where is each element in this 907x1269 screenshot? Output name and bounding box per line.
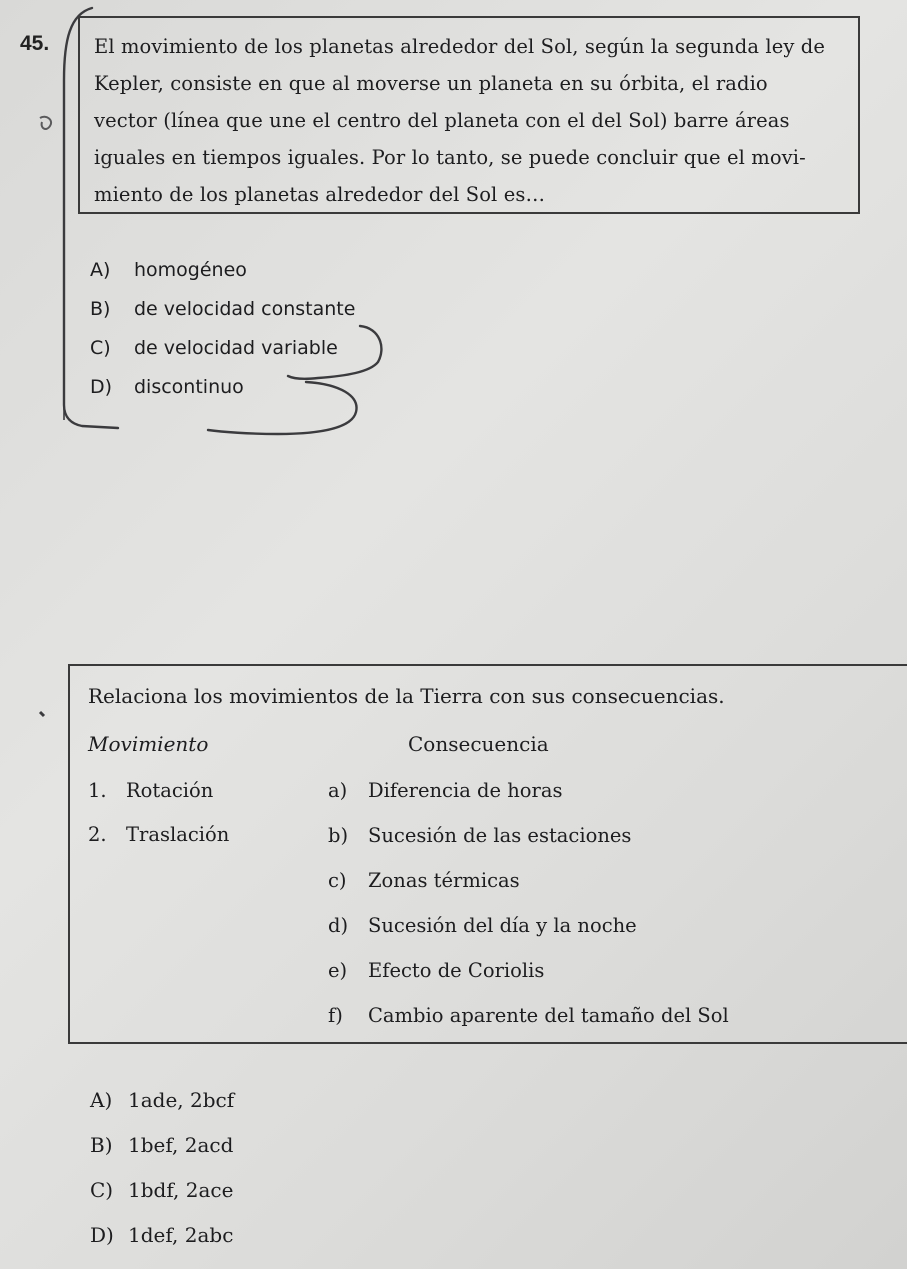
consequence-text: Efecto de Coriolis (368, 959, 545, 982)
consequence-letter: b) (328, 824, 349, 847)
question-line-3: vector (línea que une el centro del planeta con el del Sol) barre áreas (94, 109, 790, 132)
option-letter: A) (90, 1088, 113, 1112)
option-letter: B) (90, 1133, 113, 1157)
consequence-list (328, 774, 729, 1044)
consequence-text: Zonas térmicas (368, 869, 520, 892)
consequence-item (328, 864, 729, 909)
question-line-1: El movimiento de los planetas alrededor del Sol, según la segunda ley de (94, 35, 826, 58)
consequence-text: Sucesión del día y la noche (368, 914, 637, 937)
option-a[interactable] (90, 253, 355, 292)
consequence-letter: c) (328, 869, 347, 892)
option-text: 1bef, 2acd (128, 1133, 234, 1157)
matching-box (68, 664, 907, 1044)
option-letter: B) (90, 298, 111, 320)
question-line-2: Kepler, consiste en que al moverse un planeta en su órbita, el radio (94, 72, 768, 95)
question-box (78, 16, 860, 214)
header-movement: Movimiento (88, 732, 209, 756)
option-letter: C) (90, 1178, 114, 1202)
option-b[interactable] (90, 292, 355, 331)
movement-text: Rotación (126, 779, 214, 802)
option-c[interactable] (90, 331, 355, 370)
option-letter: A) (90, 259, 111, 281)
question-line-4: iguales en tiempos iguales. Por lo tanto, se puede concluir que el movi- (94, 146, 806, 169)
consequence-letter: d) (328, 914, 349, 937)
consequence-item (328, 819, 729, 864)
option-d[interactable] (90, 370, 355, 409)
option-text: discontinuo (134, 376, 244, 398)
option-text: 1ade, 2bcf (128, 1088, 235, 1112)
movement-text: Traslación (126, 823, 230, 846)
consequence-item (328, 954, 729, 999)
consequence-item (328, 999, 729, 1044)
movement-number: 2. (88, 823, 107, 846)
matching-option-c[interactable] (90, 1172, 234, 1217)
option-text: homogéneo (134, 259, 247, 281)
option-letter: D) (90, 1223, 114, 1247)
option-text: 1def, 2abc (128, 1223, 234, 1247)
header-consequence: Consecuencia (408, 732, 549, 756)
movement-number: 1. (88, 779, 107, 802)
movement-item (88, 818, 229, 862)
consequence-item (328, 774, 729, 819)
consequence-text: Cambio aparente del tamaño del Sol (368, 1004, 729, 1027)
matching-option-d[interactable] (90, 1217, 234, 1262)
option-text: de velocidad constante (134, 298, 356, 320)
question-options (90, 253, 355, 409)
consequence-letter: a) (328, 779, 348, 802)
question-line-5: miento de los planetas alrededor del Sol es… (94, 183, 546, 206)
consequence-letter: e) (328, 959, 348, 982)
matching-options (90, 1082, 234, 1262)
option-letter: D) (90, 376, 113, 398)
consequence-item (328, 909, 729, 954)
consequence-letter: f) (328, 1004, 343, 1027)
consequence-text: Sucesión de las estaciones (368, 824, 632, 847)
consequence-text: Diferencia de horas (368, 779, 563, 802)
movement-item (88, 774, 229, 818)
option-text: de velocidad variable (134, 337, 338, 359)
movement-list (88, 774, 229, 862)
option-text: 1bdf, 2ace (128, 1178, 234, 1202)
option-letter: C) (90, 337, 111, 359)
matching-title: Relaciona los movimientos de la Tierra con sus consecuencias. (88, 684, 725, 708)
matching-option-a[interactable] (90, 1082, 234, 1127)
matching-option-b[interactable] (90, 1127, 234, 1172)
question-number: 45. (20, 32, 50, 55)
